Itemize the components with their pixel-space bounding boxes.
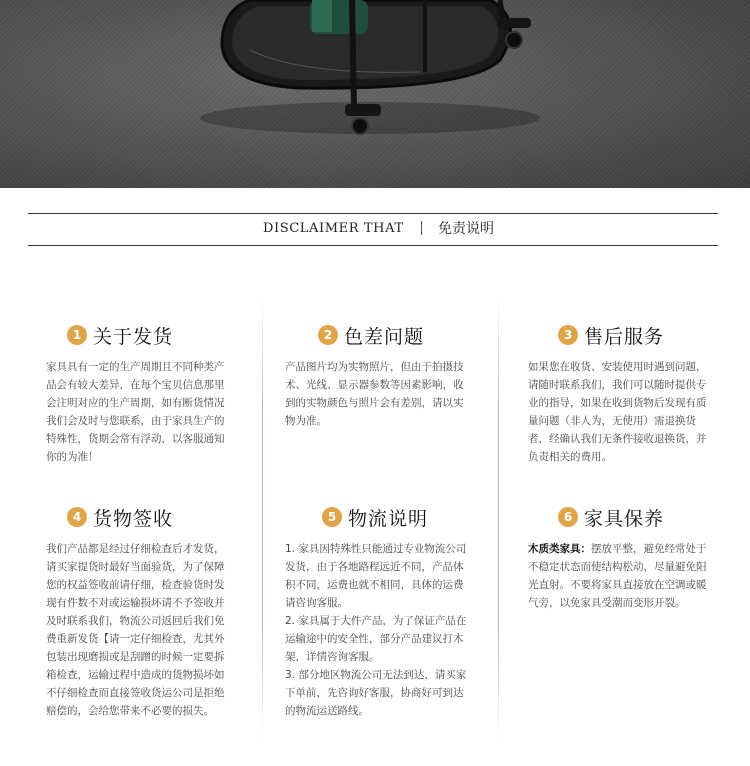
card-header (285, 504, 473, 530)
card-title: 售后服务 (584, 325, 665, 348)
card-color-difference (285, 322, 473, 430)
card-header (528, 322, 716, 348)
card-text: 产品图片均为实物照片，但由于拍摄技术、光线、显示器参数等因素影响，收到的实物颜色与照片会有差别，请以实物为准。 (285, 361, 464, 427)
card-title: 关于发货 (93, 325, 174, 348)
step-number-badge: 4 (67, 507, 87, 527)
column-divider (262, 298, 263, 738)
card-header (46, 504, 234, 530)
card-title: 货物签收 (93, 507, 174, 530)
title-top-rule (28, 213, 718, 214)
card-title: 家具保养 (584, 507, 665, 530)
card-after-sales (528, 322, 716, 466)
card-logistics (285, 504, 473, 720)
card-header (46, 322, 234, 348)
card-title: 物流说明 (348, 507, 429, 530)
card-text: 如果您在收货、安装使用时遇到问题，请随时联系我们，我们可以随时提供专业的指导，如果在收到货物后发现有质量问题（非人为，无使用）需退换货者，经确认我们无条件接收退换货，并负责相关的费用。 (528, 361, 707, 463)
step-number-badge: 1 (67, 325, 87, 345)
step-number-badge: 3 (558, 325, 578, 345)
list-item: 1. 家具因特殊性只能通过专业物流公司发货，由于各地路程远近不同，产品体积不同，运费也就不相同，具体的运费请咨询客服。 (285, 543, 467, 609)
section-title-en: DISCLAIMER THAT (263, 221, 404, 236)
list-item: 2. 家具属于大件产品，为了保证产品在运输途中的安全性，部分产品建议打木架，详情咨询客服。 (285, 615, 467, 663)
hero-photo (0, 0, 750, 188)
section-title-zh: 免责说明 (438, 221, 494, 237)
card-shipping (46, 322, 234, 466)
step-number-badge: 2 (318, 325, 338, 345)
card-title: 色差问题 (344, 325, 425, 348)
bar-cart-illustration (0, 0, 750, 188)
card-text: 我们产品都是经过仔细检查后才发货，请买家提货时最好当面验货，为了保障您的权益签收前请仔细，检查验货时发现有件数不对或运输损坏请不予签收并及时联系我们，物流公司返回后我们免费重新发货【请一定仔细检查，尤其外包装出现磨损或是刮蹭的时候一定要拆箱检查，运输过程中造成的货物损坏如不仔细检查而直接签收货运公司是拒绝赔偿的，会给您带来不必要的损失。 (46, 543, 225, 717)
card-text-lead: 木质类家具： (528, 543, 591, 555)
step-number-badge: 6 (558, 507, 578, 527)
card-text: 家具具有一定的生产周期且不同种类产品会有较大差异，在每个宝贝信息那里会注明对应的生产周期，如有断货情况我们会及时与您联系，由于家具生产的特殊性，货期会常有浮动，以客服通知你的为准！ (46, 361, 225, 463)
card-text (528, 540, 716, 612)
card-header (528, 504, 716, 530)
title-divider (421, 221, 422, 235)
step-number-badge: 5 (322, 507, 342, 527)
card-furniture-care (528, 504, 716, 612)
column-divider (498, 298, 499, 738)
card-header (285, 322, 473, 348)
list-item: 3. 部分地区物流公司无法到达，请买家下单前，先咨询好客服，协商好可到达的物流运送路线。 (285, 669, 467, 717)
card-receipt (46, 504, 234, 720)
title-bottom-rule (28, 245, 718, 246)
card-text (285, 540, 473, 720)
card-text-body: 摆放平整，避免经常处于不稳定状态而使结构松动，尽量避免阳光直射。不要将家具直接放在空调或暖气旁，以免家具受潮而变形开裂。 (528, 543, 707, 609)
